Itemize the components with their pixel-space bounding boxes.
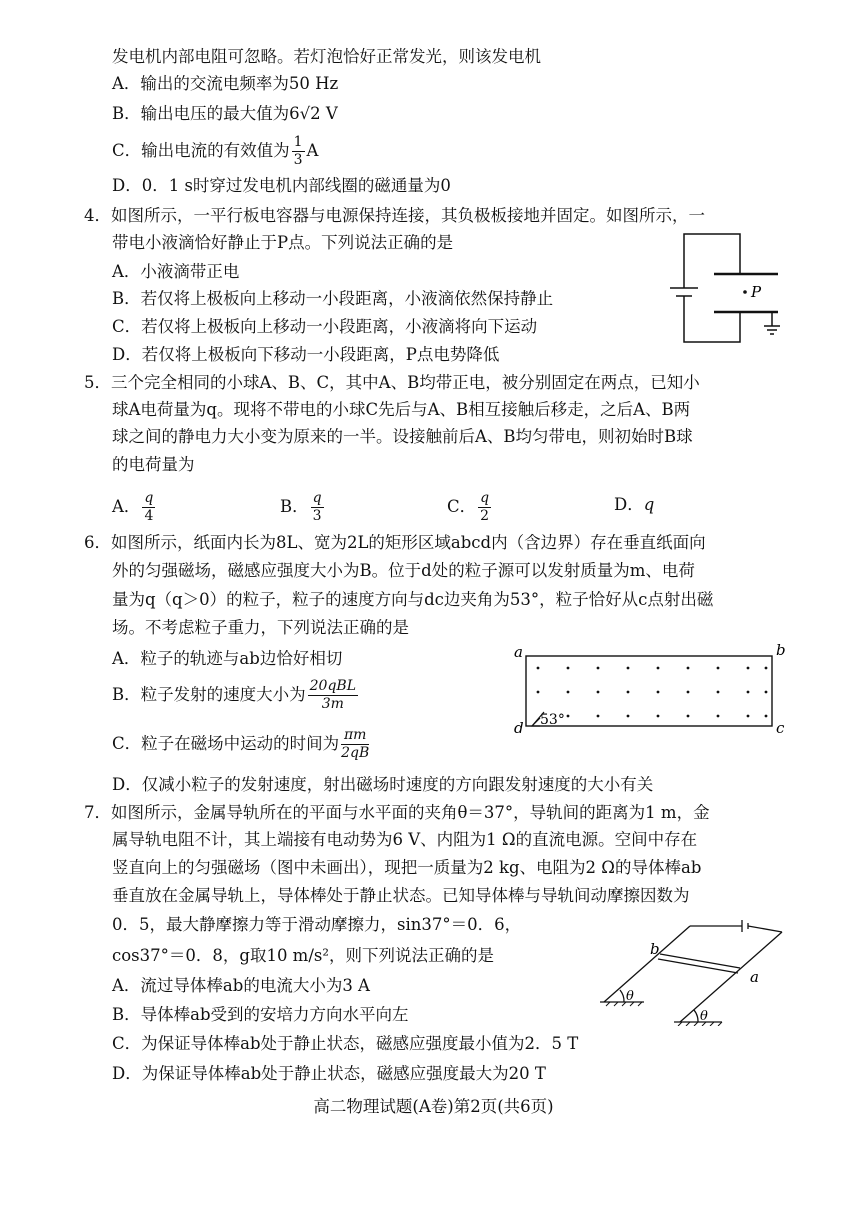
- rail-left: [604, 926, 690, 1002]
- q6-line-2: 外的匀强磁场，磁感应强度大小为B。位于d处的粒子源可以发射质量为m、电荷: [112, 561, 695, 580]
- page-footer: 高二物理试题(A卷)第2页(共6页): [313, 1097, 554, 1116]
- q5-option-d: [614, 494, 654, 516]
- option-label: C．: [447, 497, 477, 516]
- label-a: a: [750, 968, 759, 986]
- rail-figure: [598, 914, 798, 1026]
- wire-top: [684, 234, 740, 288]
- q3-stem-tail: 发电机内部电阻可忽略。若灯泡恰好正常发光，则该发电机: [112, 47, 541, 66]
- q6-option-a: A．粒子的轨迹与ab边恰好相切: [112, 649, 343, 668]
- q7-line-5: 0．5，最大静摩擦力等于滑动摩擦力，sin37°＝0．6，: [112, 915, 522, 934]
- capacitor-figure: [660, 226, 790, 350]
- field-dot: [657, 667, 660, 670]
- q5-line-3: 球之间的静电力大小变为原来的一半。设接触前后A、B均匀带电，则初始时B球: [112, 427, 693, 446]
- field-dot: [687, 667, 690, 670]
- corner-b-label: b: [776, 641, 786, 659]
- option-label: D．: [614, 495, 644, 514]
- point-p-dot: [743, 290, 747, 294]
- q3-option-c-fraction: [292, 134, 305, 169]
- q6-option-b: [112, 678, 360, 713]
- q7-option-d: D．为保证导体棒ab处于静止状态，磁感应强度最大为20 T: [112, 1064, 546, 1083]
- theta-label-left: θ: [626, 989, 634, 1004]
- q6-line-1: 6．如图所示，纸面内长为8L、宽为2L的矩形区域abcd内（含边界）存在垂直纸面向: [84, 533, 706, 552]
- field-dot: [567, 715, 570, 718]
- q5-option-a: [112, 490, 157, 525]
- magnetic-field-figure: [510, 640, 790, 740]
- q7-line-4: 垂直放在金属导轨上，导体棒处于静止状态。已知导体棒与导轨间动摩擦因数为: [112, 886, 690, 905]
- fraction-numerator: πm: [341, 727, 369, 745]
- option-label: A．: [112, 497, 141, 516]
- q3-option-c: [112, 134, 318, 169]
- q6-line-4: 场。不考虑粒子重力，下列说法正确的是: [112, 618, 409, 637]
- q7-line-2: 属导轨电阻不计，其上端接有电动势为6 V、内阻为1 Ω的直流电源。空间中存在: [112, 830, 698, 849]
- fraction-numerator: q: [480, 490, 490, 506]
- field-dot: [597, 715, 600, 718]
- field-dot: [567, 667, 570, 670]
- option-fraction: [478, 490, 491, 525]
- field-dot: [747, 667, 750, 670]
- angle-arc-right: [694, 1010, 698, 1022]
- q3-option-b: B．输出电压的最大值为6√2 V: [112, 104, 338, 123]
- option-c-fraction: [341, 727, 369, 762]
- fraction-denominator: 3: [293, 152, 303, 168]
- q3-option-d: D．0．1 s时穿过发电机内部线圈的磁通量为0: [112, 176, 451, 195]
- q4-option-d: D．若仅将上极板向下移动一小段距离，P点电势降低: [112, 345, 500, 364]
- field-dot: [627, 691, 630, 694]
- wire-bottom: [684, 296, 740, 342]
- q6-option-d: D．仅减小粒子的发射速度，射出磁场时速度的方向跟发射速度的大小有关: [112, 775, 654, 794]
- q6-option-c: [112, 727, 371, 762]
- q7-option-c: C．为保证导体棒ab处于静止状态，磁感应强度最小值为2．5 T: [112, 1034, 579, 1053]
- option-b-fraction: [308, 678, 358, 713]
- q4-option-c: C．若仅将上极板向上移动一小段距离，小液滴将向下运动: [112, 317, 538, 336]
- q7-line-6: cos37°＝0．8，g取10 m/s²，则下列说法正确的是: [112, 946, 494, 965]
- q5-line-2: 球A电荷量为q。现将不带电的小球C先后与A、B相互接触后移走，之后A、B两: [112, 400, 691, 419]
- option-fraction: [311, 490, 324, 525]
- field-dot: [717, 715, 720, 718]
- q4-line-2: 带电小液滴恰好静止于P点。下列说法正确的是: [112, 233, 454, 252]
- fraction-denominator: 3m: [321, 696, 344, 712]
- field-dot: [765, 715, 768, 718]
- field-dot: [717, 691, 720, 694]
- field-dot: [717, 667, 720, 670]
- q3-option-a: A．输出的交流电频率为50 Hz: [112, 74, 339, 93]
- corner-a-label: a: [514, 643, 523, 661]
- fraction-denominator: 2: [480, 508, 490, 524]
- q5-line-4: 的电荷量为: [112, 455, 195, 474]
- field-dot: [765, 667, 768, 670]
- fraction-numerator: 20qBL: [309, 678, 357, 694]
- field-dot: [657, 715, 660, 718]
- q3-option-c-text: C．输出电流的有效值为: [112, 141, 290, 160]
- option-text: B．粒子发射的速度大小为: [112, 685, 306, 704]
- angle-arc-left: [620, 990, 624, 1002]
- rail-right: [680, 932, 782, 1022]
- q4-line-1: 4．如图所示，一平行板电容器与电源保持连接，其负极板接地并固定。如图所示，一: [84, 206, 705, 225]
- corner-d-label: d: [514, 719, 524, 737]
- corner-c-label: c: [776, 719, 785, 737]
- field-dot: [765, 691, 768, 694]
- q4-option-a: A．小液滴带正电: [112, 262, 240, 281]
- field-dot: [537, 667, 540, 670]
- fraction-denominator: 4: [144, 508, 154, 524]
- field-dot: [747, 691, 750, 694]
- q4-option-b: B．若仅将上极板向上移动一小段距离，小液滴依然保持静止: [112, 289, 554, 308]
- q7-option-a: A．流过导体棒ab的电流大小为3 A: [112, 976, 370, 995]
- theta-label-right: θ: [700, 1009, 708, 1024]
- q5-line-1: 5．三个完全相同的小球A、B、C，其中A、B均带正电，被分别固定在两点，已知小: [84, 373, 700, 392]
- fraction-numerator: q: [312, 490, 322, 506]
- field-dot: [537, 691, 540, 694]
- q6-line-3: 量为q（q＞0）的粒子，粒子的速度方向与dc边夹角为53°，粒子恰好从c点射出磁: [112, 590, 714, 609]
- field-dot: [657, 691, 660, 694]
- field-dot: [747, 715, 750, 718]
- field-dots: [537, 667, 768, 718]
- option-text: C．粒子在磁场中运动的时间为: [112, 734, 340, 753]
- field-dot: [567, 691, 570, 694]
- fraction-numerator: q: [144, 490, 154, 506]
- field-dot: [597, 691, 600, 694]
- angle-label: 53°: [540, 712, 565, 728]
- option-fraction: [142, 490, 155, 525]
- point-p-label: P: [751, 283, 762, 301]
- q7-line-3: 竖直向上的匀强磁场（图中未画出），现把一质量为2 kg、电阻为2 Ω的导体棒ab: [112, 858, 702, 877]
- q7-line-1: 7．如图所示，金属导轨所在的平面与水平面的夹角θ＝37°，导轨间的距离为1 m，金: [84, 803, 710, 822]
- field-dot: [687, 691, 690, 694]
- field-dot: [627, 667, 630, 670]
- fraction-denominator: 3: [312, 508, 322, 524]
- q5-option-b: [280, 490, 326, 525]
- field-dot: [687, 715, 690, 718]
- fraction-numerator: 1: [293, 134, 303, 150]
- label-b: b: [650, 940, 660, 958]
- option-text: q: [643, 495, 655, 514]
- q7-option-b: B．导体棒ab受到的安培力方向水平向左: [112, 1005, 409, 1024]
- field-dot: [597, 667, 600, 670]
- fraction-denominator: 2qB: [341, 745, 370, 761]
- option-label: B．: [280, 497, 309, 516]
- top-wire-right: [748, 926, 782, 932]
- field-dot: [627, 715, 630, 718]
- q3-option-c-unit: A: [306, 141, 319, 160]
- q5-option-c: [447, 490, 493, 525]
